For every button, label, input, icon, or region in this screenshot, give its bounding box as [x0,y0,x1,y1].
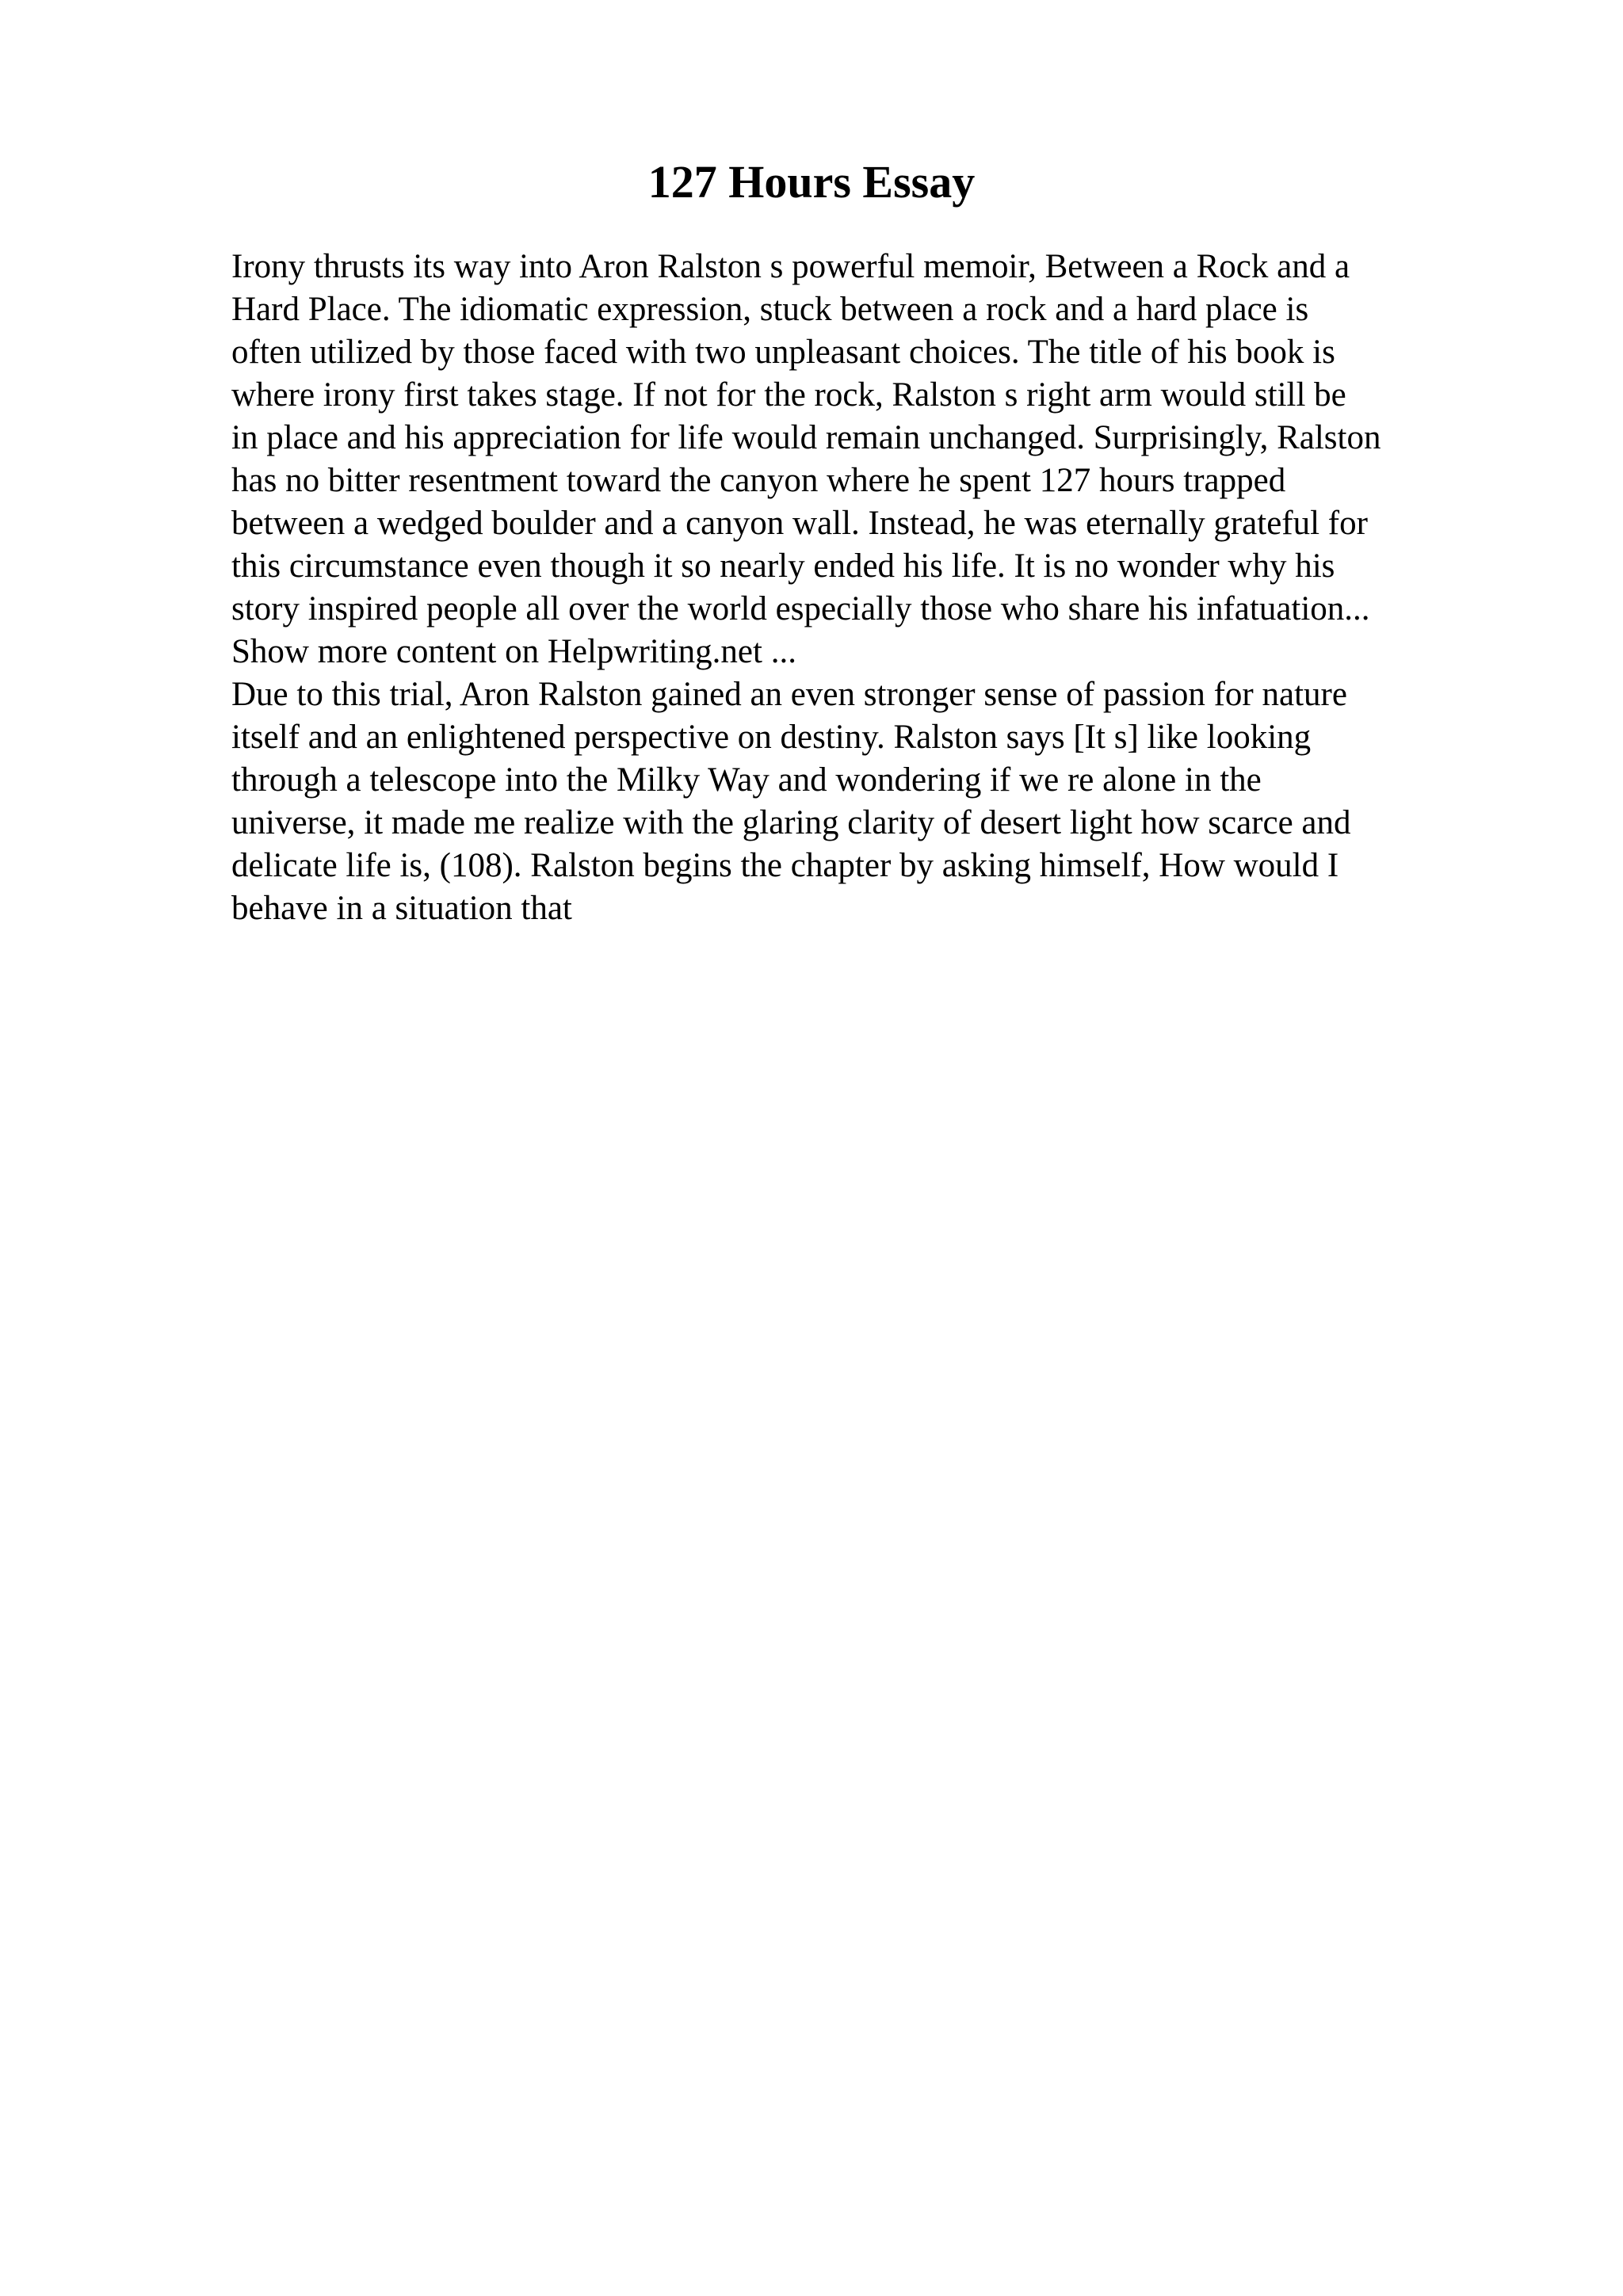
essay-line: in place and his appreciation for life would remain unchanged. Surprisingly, Ralston [231,419,1381,456]
essay-line: delicate life is, (108). Ralston begins the chapter by asking himself, How would I [231,847,1339,884]
essay-line: story inspired people all over the world especially those who share his infatuation... [231,590,1370,627]
essay-line: where irony first takes stage. If not for the rock, Ralston s right arm would still be [231,376,1346,414]
essay-line: behave in a situation that [231,890,572,927]
essay-line: Irony thrusts its way into Aron Ralston s powerful memoir, Between a Rock and a [231,248,1350,285]
essay-line: Due to this trial, Aron Ralston gained an even stronger sense of passion for nature [231,676,1347,713]
essay-line: Hard Place. The idiomatic expression, stuck between a rock and a hard place is [231,291,1309,328]
show-more-link[interactable]: Show more content on Helpwriting.net ... [231,633,796,670]
essay-line: often utilized by those faced with two unpleasant choices. The title of his book is [231,334,1335,371]
essay-line: between a wedged boulder and a canyon wall. Instead, he was eternally grateful for [231,505,1368,542]
essay-line: this circumstance even though it so nearly ended his life. It is no wonder why his [231,547,1335,585]
essay-line: through a telescope into the Milky Way and wondering if we re alone in the [231,761,1262,799]
essay-line: itself and an enlightened perspective on destiny. Ralston says [It s] like looking [231,719,1312,756]
document-title: 127 Hours Essay [647,156,976,208]
essay-body [231,246,1499,930]
essay-line: has no bitter resentment toward the canyon where he spent 127 hours trapped [231,462,1286,499]
essay-line: universe, it made me realize with the glaring clarity of desert light how scarce and [231,804,1351,841]
